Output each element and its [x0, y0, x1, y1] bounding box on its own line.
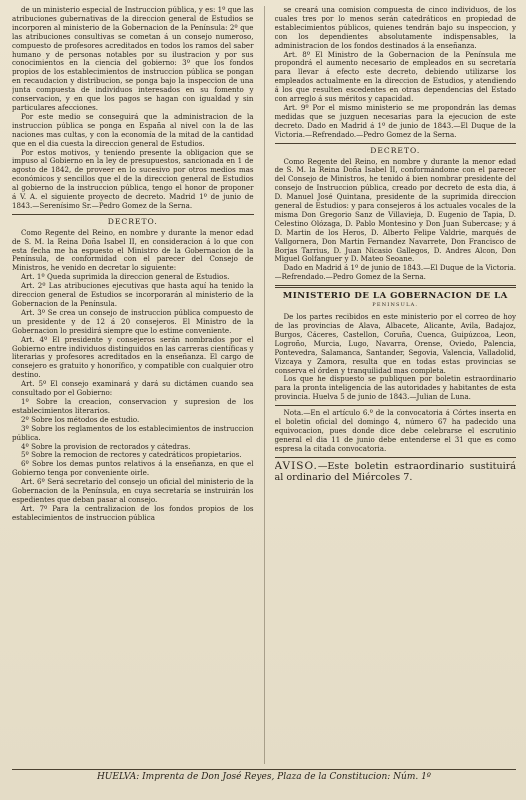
ministry-report — [275, 313, 517, 402]
aviso-notice — [275, 461, 517, 484]
paragraph: Por este medio se conseguirá que la administracion de la instruccion pública se ponga en España al nivel con la de las naciones mas cultas, y con la economía de la mitad de la cantidad que en el dia cuesta la direccion general de Estudios. — [12, 111, 254, 148]
article: Art. 4º El presidente y consejeros serán nombrados por el Gobierno entre individuos distinguidos en las carreras científicas y literarias y profesores acreditados en la enseñanza. El cargo de consejero es gratuito y honorífico, y compatible con cualquier otro destino. — [12, 334, 254, 380]
right-decree — [275, 158, 517, 283]
divider — [275, 405, 517, 406]
article-item: 4º Sobre la provision de rectorados y cátedras. — [21, 441, 191, 451]
left-intro — [12, 6, 254, 211]
imprint-footer: HUELVA: Imprenta de Don José Reyes, Plaza de la Constitucion: Núm. 1º — [12, 769, 516, 782]
article: Art. 5º El consejo examinará y dará su dictámen cuando sea consultado por el Gobierno: — [12, 379, 254, 398]
paragraph: Como Regente del Reino, en nombre y durante la menor edad de S. M. la Reina Doña Isabel II, conformándome con el parecer del Consejo de Ministros, he tenido á bien nombrar presidente del consejo de Instruccion pública, creado por decreto de esta dia, á D. Manuel José Quintana, presidente de la suprimida direccion general de Estudios: y para consejeros á los actuales vocales de la misma Don Gregorio Sanz de Villavieja, D. Eugenio de Tapia, D. Celestino Olózaga, D. Pablo Montesino y Don Juan Subercase; y á D. Martin de los Heros, D. Alberto Felipe Valdrie, marqués de Vallgornera, Don Martin Fernandez Navarrete, Don Francisco de Borjas Tarrius, D. Juan Nicasio Gallegos, D. Andres Alcon, Don Miguel Golfanguer y D. Mateo Seoane. — [274, 156, 517, 264]
article: Art. 7º Para la centralizacion de los fondos propios de los establecimientos de instruccion pública — [12, 503, 254, 522]
paragraph: Dado en Madrid á 1º de junio de 1843.—El Duque de la Victoria.—Refrendado.—Pedro Gomez de la Serna. — [274, 263, 517, 282]
article: Art. 1º Queda suprimida la direccion general de Estudios. — [21, 272, 230, 282]
columns — [12, 6, 516, 764]
ministry-subheading: PENINSULA. — [372, 302, 419, 309]
article: Art. 8º El Ministro de la Gobernacion de la Península me propondrá el aumento necesario de empleados en su secretaría para llevar á efecto este decreto, debiendo utilizarse los empleados actualmente en la direccion de Estudios, y atendiendo á los que resulten escedentes en otras dependencias del Estado con arreglo á sus méritos y capacidad. — [274, 49, 517, 104]
ministry-heading: MINISTERIO DE LA GOBERNACION DE LA — [282, 291, 508, 302]
paragraph: se creará una comision compuesta de cinco individuos, de los cuales tres por lo menos serán catedráticos en propiedad de establecimientos públicos, quienes tendrán bajo su inspeccion, y con los dependientes absolutamente indispensables, la administracion de los fondos destinados á la enseñanza. — [274, 6, 517, 50]
aviso-text: —Este boletin estraordinario sustituirá al ordinario del Miércoles 7. — [274, 460, 517, 484]
article-item: 2º Sobre los métodos de estudio. — [21, 414, 140, 424]
article: Art. 9º Por el mismo ministerio se me propondrán las demas medidas que se juzguen necesarias para la ejecucion de este decreto. Dado en Madrid á 1º de junio de 1843.—El Duque de la Victoria.—Refrendado.—Pedro Gomez de la Serna. — [274, 102, 517, 139]
paragraph: Los que he dispuesto se publiquen por boletin estraordinario para la pronta inteligencia de las autoridades y habitantes de esta provincia. Huelva 5 de junio de 1843.—Julian de Luna. — [274, 374, 517, 402]
aviso-lead: AVISO. — [274, 459, 318, 472]
article: Art. 3º Se crea un consejo de instruccion pública compuesto de un presidente y de 12 á 20 consejeros. El Ministro de la Gobernacion lo presidirá siempre que lo estime conveniente. — [12, 307, 254, 335]
article: Art. 2º Las atribuciones ejecutivas que hasta aquí ha tenido la direccion general de Estudios se incorporarán al ministerio de la Gobernacion de la Península. — [12, 281, 254, 308]
divider — [275, 285, 517, 288]
column-rule — [264, 6, 265, 764]
right-column — [275, 6, 517, 764]
article-item: 3º Sobre los reglamentos de los establecimientos de instruccion pública. — [12, 423, 254, 442]
paragraph: De los partes recibidos en este ministerio por el correo de hoy de las provincias de Alava, Albacete, Alicante, Avila, Badajoz, Burgos, Cáceres, Castellon, Coruña, Cuenca, Guipúzcoa, Leon, Logroño, Murcia, Lugo, Navarra, Orense, Oviedo, Palencia, Pontevedra, Salamanca, Santander, Segovia, Valencia, Valladolid, Vizcaya y Zamora, resulta que en todas estas provincias se conserva el órden y tranquilidad mas completa. — [274, 312, 517, 375]
left-column — [12, 6, 254, 764]
paragraph: Por estos motivos, y teniendo presente la obligacion que se impuso al Gobierno en la ley de presupuestos, sancionada en 1 de agosto de 1842, de proveer en lo sucesivo por otros medios mas económicos y sencillos que el de la direccion general de Estudios al gobierno de la instruccion pública, tengo el honor de proponer á V. A. el siguiente proyecto de decreto. Madrid 1º de junio de 1843.—Serenísimo Sr.—Pedro Gomez de la Serna. — [12, 147, 254, 210]
paragraph: de un ministerio especial de Instruccion pública, y es: 1º que las atribuciones gubernativas de la direccion general de Estudios se incorporen al ministerio de la Gobernacion de la Península: 2º que las atribuciones consultivas se cometan á un consejo numeroso, compuesto de profesores acreditados en todos los ramos del saber humano y de personas notables por su ilustracion y por sus conocimientos en la ciencia del gobierno: 3º que los fondos propios de los establecimientos de instruccion pública se pongan en recaudacion y distribucion, se ponga bajo la inspeccion de una junta compuesta de individuos interesados en su fomento y conservacion, y en que los pagos se hagan con igualdad y sin particulares afecciones. — [12, 6, 254, 112]
decree-heading: DECRETO. — [107, 216, 158, 226]
article-item: 1º Sobre la creacion, conservacion y supresion de los establecimientos literarios. — [12, 396, 254, 415]
article-item: 6º Sobre los demas puntos relativos á la enseñanza, en que el Gobierno tenga por conveniente oirle. — [12, 459, 254, 478]
decree-heading: DECRETO. — [370, 145, 421, 155]
nota-paragraph: Nota.—En el artículo 6.º de la convocatoria á Córtes inserta en el boletin oficial del domingo 4, número 67 ha padecido una equivocacion, pues donde dice debe celebrarse el escrutinio general el dia 11 de junio debe entenderse el 31 que es como espresa la citada convocatoria. — [274, 408, 517, 453]
divider — [12, 214, 254, 215]
article-item: 5º Sobre la remocion de rectores y catedráticos propietarios. — [21, 450, 242, 460]
divider — [275, 457, 517, 458]
right-intro — [275, 6, 517, 140]
divider — [275, 143, 517, 144]
paragraph: Como Regente del Reino, en nombre y durante la menor edad de S. M. la Reina Doña Isabel II, en consideracion á lo que con esta fecha me ha espuesto el Ministro de la Gobernacion de la Península, de conformidad con el parecer del Consejo de Ministros, he venido en decretar lo siguiente: — [12, 227, 254, 273]
article: Art. 6º Será secretario del consejo un oficial del ministerio de la Gobernacion de la Península, en cuya secretaría se instruirán los espedientes que deban pasar al consejo. — [12, 477, 254, 504]
left-decree — [12, 229, 254, 523]
